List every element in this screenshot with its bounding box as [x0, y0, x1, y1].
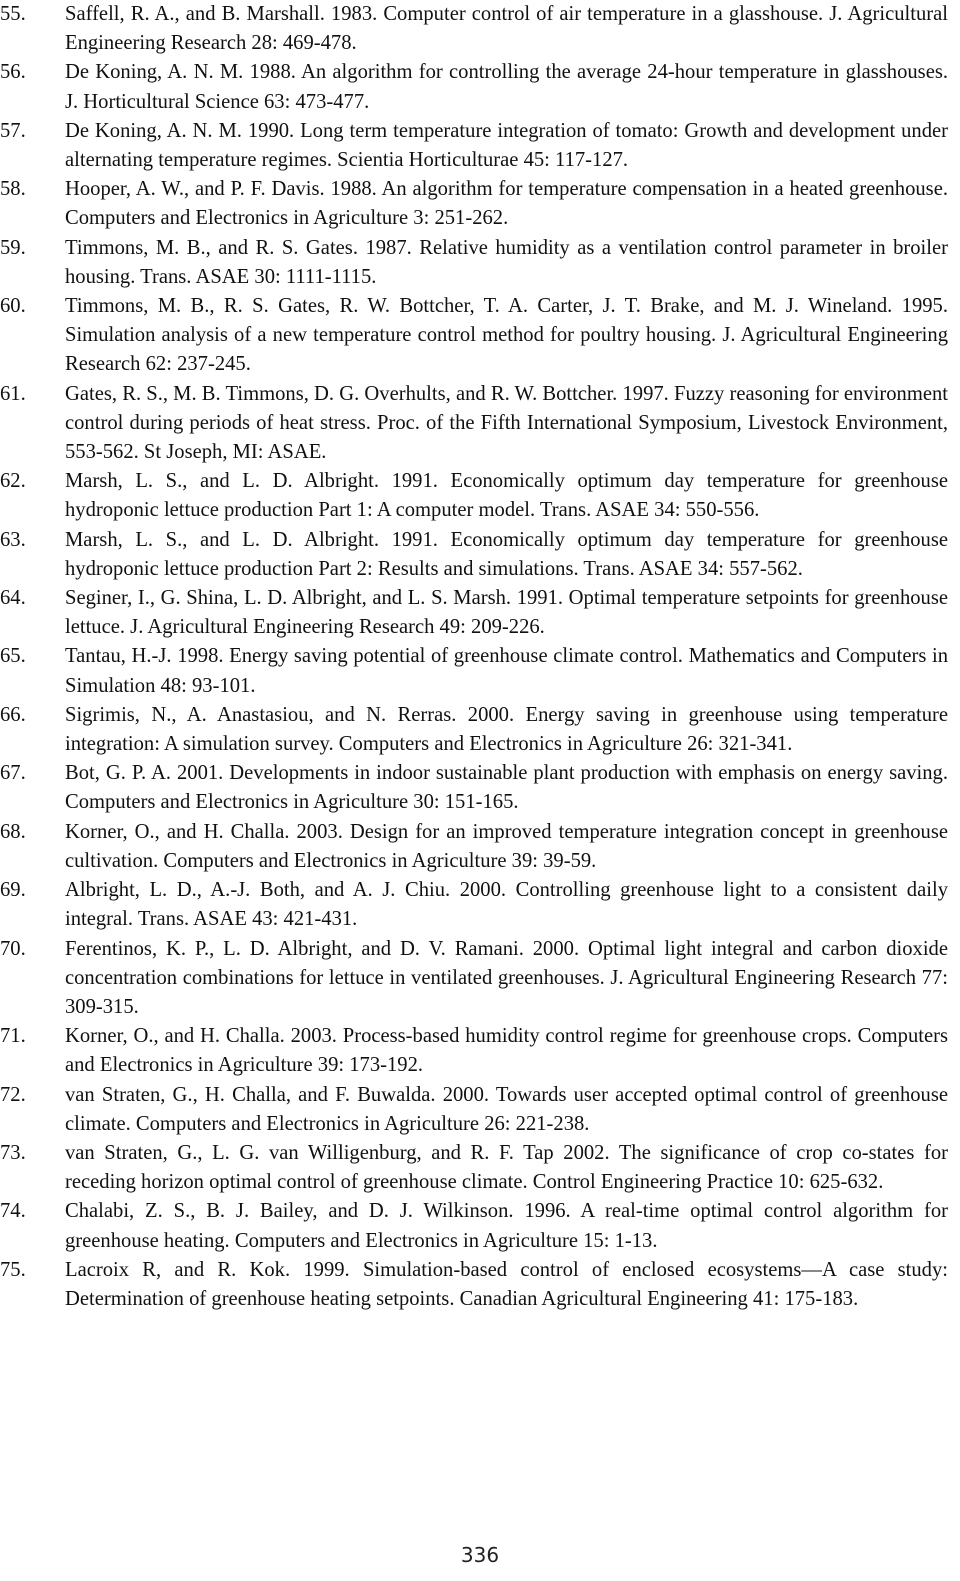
reference-item [0, 584, 948, 642]
reference-item [0, 175, 948, 233]
reference-item [0, 117, 948, 175]
reference-item [0, 759, 948, 817]
reference-item [0, 0, 948, 58]
reference-text: Saffell, R. A., and B. Marshall. 1983. Computer control of air temperature in a glasshouse. J. Agricultural Engineering Research 28: 469-478. [65, 3, 948, 55]
reference-text: Chalabi, Z. S., B. J. Bailey, and D. J. Wilkinson. 1996. A real-time optimal control algorithm for greenhouse heating. Computers and Electronics in Agriculture 15: 1-13. [65, 1200, 948, 1252]
reference-text: Hooper, A. W., and P. F. Davis. 1988. An algorithm for temperature compensation in a heated greenhouse. Computers and Electronics in Agriculture 3: 251-262. [65, 178, 948, 230]
reference-number: 56. [0, 61, 26, 84]
reference-number: 64. [0, 587, 26, 610]
reference-item [0, 1197, 948, 1255]
reference-text: Ferentinos, K. P., L. D. Albright, and D. V. Ramani. 2000. Optimal light integral and carbon dioxide concentration combinations for lettuce in ventilated greenhouses. J. Agricultural Engineering Research 77: 309-315. [65, 937, 948, 1018]
reference-text: Albright, L. D., A.-J. Both, and A. J. Chiu. 2000. Controlling greenhouse light to a consistent daily integral. Trans. ASAE 43: 421-431. [65, 879, 948, 931]
reference-item [0, 1022, 948, 1080]
reference-item [0, 1139, 948, 1197]
reference-text: Sigrimis, N., A. Anastasiou, and N. Rerras. 2000. Energy saving in greenhouse using temperature integration: A simulation survey. Computers and Electronics in Agriculture 26: 321-341. [65, 703, 948, 756]
reference-text: Seginer, I., G. Shina, L. D. Albright, and L. S. Marsh. 1991. Optimal temperature setpoints for greenhouse lettuce. J. Agricultural Engineering Research 49: 209-226. [65, 587, 948, 639]
reference-item [0, 526, 948, 584]
reference-item [0, 935, 948, 1023]
reference-number: 63. [0, 528, 26, 551]
reference-item [0, 292, 948, 380]
reference-text: van Straten, G., L. G. van Willigenburg, and R. F. Tap 2002. The significance of crop co-states for receding horizon optimal control of greenhouse climate. Control Engineering Practice 10: 625-632. [65, 1141, 948, 1194]
reference-text: van Straten, G., H. Challa, and F. Buwalda. 2000. Towards user accepted optimal control of greenhouse climate. Computers and Electronics in Agriculture 26: 221-238. [65, 1083, 948, 1135]
reference-number: 57. [0, 119, 26, 142]
page-number: 336 [460, 1543, 500, 1567]
reference-number: 69. [0, 879, 26, 902]
reference-number: 62. [0, 470, 26, 493]
reference-text: Timmons, M. B., and R. S. Gates. 1987. Relative humidity as a ventilation control parameter in broiler housing. Trans. ASAE 30: 1111-1115. [65, 236, 948, 288]
reference-number: 61. [0, 382, 26, 405]
reference-item [0, 818, 948, 876]
reference-number: 72. [0, 1083, 26, 1106]
reference-number: 75. [0, 1258, 26, 1281]
reference-number: 67. [0, 762, 26, 785]
reference-number: 70. [0, 937, 26, 960]
reference-text: Marsh, L. S., and L. D. Albright. 1991. Economically optimum day temperature for greenhouse hydroponic lettuce production Part 1: A computer model. Trans. ASAE 34: 550-556. [65, 470, 948, 522]
reference-text: Gates, R. S., M. B. Timmons, D. G. Overhults, and R. W. Bottcher. 1997. Fuzzy reasoning for environment control during periods of heat stress. Proc. of the Fifth International Symposium, Livestock Environment, 553-562. St Joseph, MI: ASAE. [65, 382, 948, 464]
reference-item [0, 234, 948, 292]
reference-text: Timmons, M. B., R. S. Gates, R. W. Bottcher, T. A. Carter, J. T. Brake, and M. J. Wineland. 1995. Simulation analysis of a new temperature control method for poultry housing. J. Agricultural Engineering Research 62: 237-245. [65, 295, 948, 376]
reference-item [0, 701, 948, 759]
reference-item [0, 1081, 948, 1139]
reference-number: 59. [0, 236, 26, 259]
reference-number: 73. [0, 1141, 26, 1164]
reference-number: 60. [0, 295, 26, 318]
reference-item [0, 1256, 948, 1314]
reference-item [0, 58, 948, 116]
reference-text: Bot, G. P. A. 2001. Developments in indoor sustainable plant production with emphasis on energy saving. Computers and Electronics in Agriculture 30: 151-165. [65, 762, 948, 814]
reference-text: De Koning, A. N. M. 1988. An algorithm for controlling the average 24-hour temperature in glasshouses. J. Horticultural Science 63: 473-477. [65, 61, 948, 113]
reference-number: 74. [0, 1200, 26, 1223]
reference-item [0, 467, 948, 525]
reference-number: 71. [0, 1025, 26, 1048]
reference-text: Korner, O., and H. Challa. 2003. Process-based humidity control regime for greenhouse crops. Computers and Electronics in Agriculture 39: 173-192. [65, 1025, 948, 1077]
reference-number: 65. [0, 645, 26, 668]
reference-item [0, 642, 948, 700]
reference-number: 55. [0, 3, 26, 25]
reference-text: Lacroix R, and R. Kok. 1999. Simulation-based control of enclosed ecosystems—A case study: Determination of greenhouse heating setpoints. Canadian Agricultural Engineering 41: 175-183. [65, 1258, 948, 1310]
reference-item [0, 380, 948, 468]
reference-number: 68. [0, 820, 26, 843]
reference-number: 66. [0, 703, 26, 726]
reference-text: De Koning, A. N. M. 1990. Long term temperature integration of tomato: Growth and development under alternating temperature regimes. Scientia Horticulturae 45: 117-127. [65, 119, 948, 172]
reference-item [0, 876, 948, 934]
reference-number: 58. [0, 178, 26, 201]
reference-text: Marsh, L. S., and L. D. Albright. 1991. Economically optimum day temperature for greenhouse hydroponic lettuce production Part 2: Results and simulations. Trans. ASAE 34: 557-562. [65, 528, 948, 580]
reference-text: Tantau, H.-J. 1998. Energy saving potential of greenhouse climate control. Mathematics and Computers in Simulation 48: 93-101. [65, 645, 948, 697]
reference-text: Korner, O., and H. Challa. 2003. Design for an improved temperature integration concept in greenhouse cultivation. Computers and Electronics in Agriculture 39: 39-59. [65, 820, 948, 872]
